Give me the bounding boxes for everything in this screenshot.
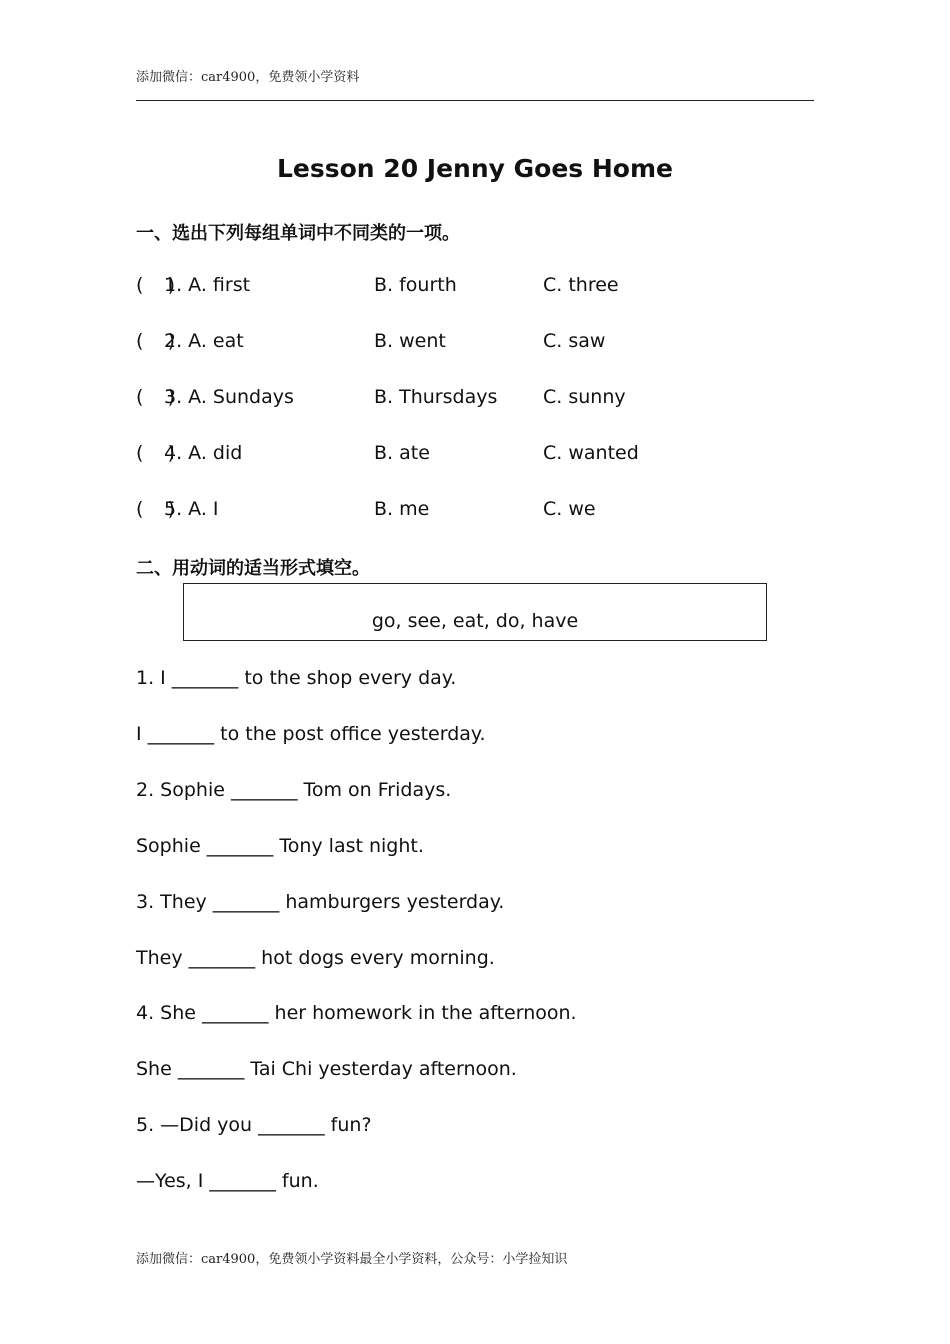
section2-heading: 二、用动词的适当形式填空。 (136, 558, 370, 579)
fill-blank-sentence[interactable]: She _______ Tai Chi yesterday afternoon. (136, 1058, 517, 1080)
option-b: B. Thursdays (374, 386, 498, 408)
answer-parenthesis[interactable]: ( ) (136, 498, 175, 520)
section1-heading: 一、选出下列每组单词中不同类的一项。 (136, 223, 460, 244)
option-b: B. fourth (374, 274, 457, 296)
option-a: 1. A. first (164, 274, 251, 296)
fill-blank-sentence[interactable]: 1. I _______ to the shop every day. (136, 667, 457, 689)
fill-blank-sentence[interactable]: —Yes, I _______ fun. (136, 1170, 319, 1192)
question-row (136, 498, 816, 526)
option-b: B. ate (374, 442, 430, 464)
option-c: C. sunny (543, 386, 626, 408)
option-b: B. went (374, 330, 446, 352)
option-a: 2. A. eat (164, 330, 244, 352)
fill-blank-sentence[interactable]: Sophie _______ Tony last night. (136, 835, 424, 857)
fill-blank-sentence[interactable]: 4. She _______ her homework in the afternoon. (136, 1002, 577, 1024)
fill-blank-sentence[interactable]: 2. Sophie _______ Tom on Fridays. (136, 779, 452, 801)
option-c: C. three (543, 274, 619, 296)
answer-parenthesis[interactable]: ( ) (136, 274, 175, 296)
option-a: 5. A. I (164, 498, 219, 520)
option-c: C. saw (543, 330, 606, 352)
question-row (136, 386, 816, 414)
fill-blank-sentence[interactable]: I _______ to the post office yesterday. (136, 723, 486, 745)
fill-blank-sentence[interactable]: 3. They _______ hamburgers yesterday. (136, 891, 505, 913)
option-b: B. me (374, 498, 430, 520)
footer-note: 添加微信：car4900，免费领小学资料最全小学资料，公众号：小学捡知识 (136, 1252, 568, 1267)
option-a: 4. A. did (164, 442, 243, 464)
header-divider (136, 100, 814, 101)
option-a: 3. A. Sundays (164, 386, 294, 408)
word-bank: go, see, eat, do, have (371, 610, 579, 632)
fill-blank-sentence[interactable]: They _______ hot dogs every morning. (136, 947, 495, 969)
answer-parenthesis[interactable]: ( ) (136, 330, 175, 352)
answer-parenthesis[interactable]: ( ) (136, 386, 175, 408)
answer-parenthesis[interactable]: ( ) (136, 442, 175, 464)
option-c: C. we (543, 498, 596, 520)
page-title: Lesson 20 Jenny Goes Home (276, 154, 673, 183)
header-note: 添加微信：car4900，免费领小学资料 (136, 70, 360, 85)
question-row (136, 442, 816, 470)
word-bank-box (183, 583, 767, 641)
option-c: C. wanted (543, 442, 639, 464)
question-row (136, 274, 816, 302)
fill-blank-sentence[interactable]: 5. —Did you _______ fun? (136, 1114, 372, 1136)
question-row (136, 330, 816, 358)
